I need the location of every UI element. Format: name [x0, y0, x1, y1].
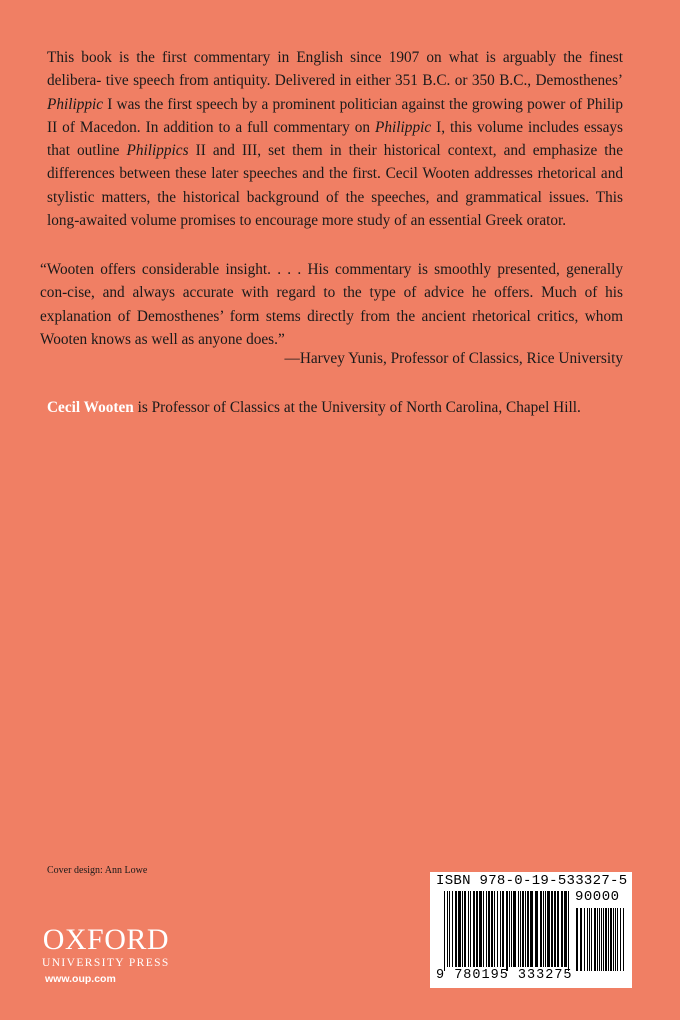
work-title-italic: Philippic [375, 118, 432, 136]
barcode-bar [597, 908, 598, 971]
book-description [47, 46, 623, 232]
barcode-bar [470, 891, 471, 967]
description-line: the first speech by a prominent politician against the growing power of Philip II of Macedon. In [47, 95, 623, 136]
barcode-bar [543, 891, 544, 967]
barcode-bar [591, 908, 592, 971]
barcode-bar [554, 891, 556, 967]
barcode-bar [520, 891, 521, 967]
barcode-bar [610, 908, 612, 971]
barcode-bar [488, 891, 490, 967]
barcode-bar [620, 908, 621, 971]
description-line: II and III, set them in their historical context, and emphasize the differences between these later [47, 142, 623, 183]
barcode-bar [605, 908, 607, 971]
work-title-italic: Philippics [126, 142, 189, 160]
barcode-bar [545, 891, 546, 967]
barcode-bar [589, 908, 590, 971]
barcode-bar [599, 908, 600, 971]
barcode-bar [576, 908, 578, 971]
barcode-bar [455, 891, 457, 967]
publisher-logo [42, 925, 170, 969]
work-title-italic: Philippic [47, 95, 104, 113]
barcode-bar [486, 891, 487, 967]
description-line: background of the speeches, and grammatical issues. This long-awaited volume promises to [47, 188, 623, 230]
description-line: I, this volume includes essays that outline [47, 118, 624, 160]
barcode-bar [518, 891, 519, 967]
barcode-bar [500, 891, 501, 967]
barcode-bar [491, 891, 493, 967]
barcode-bar [502, 891, 504, 967]
description-line: tive speech from antiquity. Delivered in either 351 B.C. or 350 B.C., Demosthenes’ [105, 72, 623, 90]
publisher-url: www.oup.com [45, 973, 116, 985]
description-line: I was [103, 95, 141, 113]
description-line: speeches and the first. Cecil Wooten addresses rhetorical and stylistic matters, the historical [47, 165, 623, 206]
barcode-bar [452, 891, 453, 967]
barcode-bar [603, 908, 604, 971]
barcode-bar [608, 908, 609, 971]
barcode-bar [587, 908, 588, 971]
barcode-bar [513, 891, 516, 967]
isbn-label: ISBN 978-0-19-533327-5 [436, 873, 628, 889]
publisher-name: OXFORD [42, 923, 170, 956]
barcode-bar [483, 891, 484, 967]
barcode-bar [564, 891, 567, 967]
barcode-addon: 90000 [575, 889, 620, 905]
barcode-bar [580, 908, 582, 971]
barcode-bar [617, 908, 618, 971]
barcode-bar [509, 891, 510, 967]
barcode-bar [584, 908, 585, 971]
barcode-bar [557, 891, 559, 967]
description-line: encourage more study of an essential Greek orator. [255, 212, 567, 230]
author-bio-text: is Professor of Classics at the University of North Carolina, Chapel Hill. [133, 399, 581, 416]
barcode-bar [479, 891, 482, 967]
barcode-bar [449, 891, 450, 967]
barcode-bar [530, 891, 533, 967]
isbn-barcode [430, 872, 632, 988]
barcode-bar [527, 891, 529, 967]
barcode-bar [506, 891, 508, 971]
barcode-bar [473, 891, 475, 967]
barcode-bar [601, 908, 602, 971]
barcode-bar [623, 908, 624, 971]
barcode-bar [561, 891, 563, 967]
cover-design-credit: Cover design: Ann Lowe [47, 865, 148, 876]
barcode-bar [594, 908, 596, 971]
author-bio [47, 396, 647, 419]
barcode-bar [458, 891, 461, 967]
review-quote: “Wooten offers considerable insight. . . . His commentary is smoothly presented, generally con-cise, and always accurate with regard to the type of advice he offers. Much of his explanation of Demosthenes’ form stems directly from the ancient rhetorical critics, whom Wooten knows as well as anyone does.” [40, 261, 623, 348]
barcode-bar [497, 891, 498, 967]
description-line: This book is the first commentary in English since 1907 on what is arguably the finest delibera- [47, 49, 623, 90]
author-name: Cecil Wooten [47, 399, 134, 416]
barcode-bar [551, 891, 553, 967]
barcode-bar [615, 908, 616, 971]
review-attribution: —Harvey Yunis, Professor of Classics, Rice University [284, 350, 623, 367]
barcode-bar [447, 891, 448, 967]
barcode-bar [511, 891, 512, 967]
barcode-bar [535, 891, 538, 967]
barcode-bar [522, 891, 524, 967]
publisher-subtitle: UNIVERSITY PRESS [42, 957, 170, 969]
barcode-bar [464, 891, 466, 967]
barcode-bar [468, 891, 469, 967]
barcode-bar [462, 891, 463, 967]
barcode-bar [525, 891, 526, 967]
barcode-bar [540, 891, 542, 967]
ean-number: 9 780195 333275 [436, 968, 573, 983]
description-line: addition to a full commentary on [163, 118, 376, 136]
barcode-bar [568, 891, 569, 971]
barcode-bar [476, 891, 478, 967]
barcode-bar [494, 891, 495, 967]
barcode-bar [444, 891, 445, 971]
barcode-bar [547, 891, 550, 967]
barcode-bar [613, 908, 614, 971]
